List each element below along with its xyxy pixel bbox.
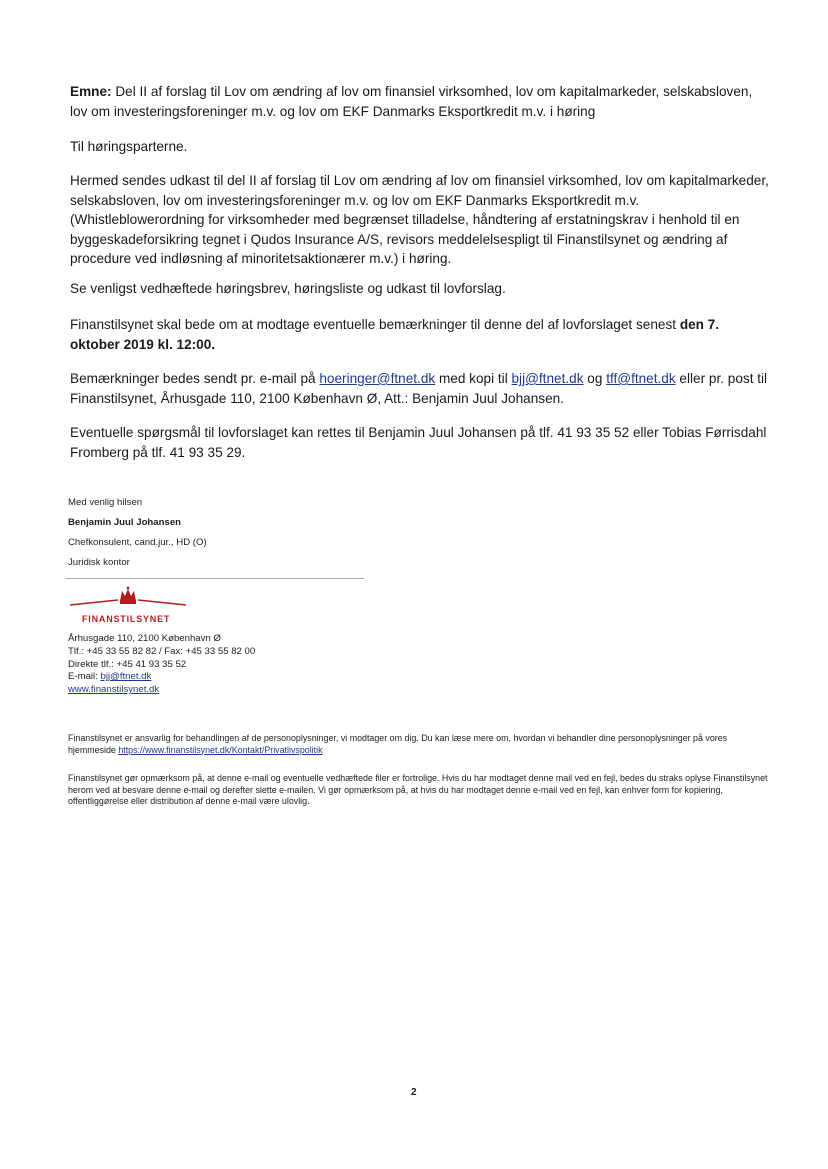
submission-text-b: med kopi til <box>435 371 512 386</box>
website-link[interactable]: www.finanstilsynet.dk <box>68 684 160 696</box>
signature-greeting: Med venlig hilsen <box>68 497 143 508</box>
paragraph-intro-text: Hermed sendes udkast til del II af forslag til Lov om ændring af lov om finansiel virksomhed, lov om kapitalmarkeder, selskabsloven, lov om investeringsforeninger m.v. og lov om EKF Danmarks Eksportkredit m.v. (Whistleblowerordning for virksomheder med begrænset tilladelse, håndtering af erstatningskrav i henhold til en byggeskadeforsikring tegnet i Qudos Insurance A/S, revisors meddelelsespligt til Finanstilsynet og ændring af procedure ved indløsning af minoritetsaktionærer m.v.) i høring. <box>70 173 769 266</box>
contact-email-line <box>68 671 255 684</box>
subject-text: Del II af forslag til Lov om ændring af lov om finansiel virksomhed, lov om kapitalmarkeder, selskabsloven, lov om investeringsforeninger m.v. og lov om EKF Danmarks Eksportkredit m.v. i høring <box>70 84 753 119</box>
paragraph-intro <box>70 171 770 269</box>
paragraph-submission-text <box>70 369 770 408</box>
contact-website-line <box>68 684 255 697</box>
hoeringer-email-link[interactable]: hoeringer@ftnet.dk <box>319 371 436 386</box>
confidentiality-text: Finanstilsynet gør opmærksom på, at denne e-mail og eventuelle vedhæftede filer er fortrolige. Hvis du har modtaget denne mail ved en fejl, bedes du straks oplyse Finanstilsynet herom ved at besvare denne e-mail og derefter slette e-mailen. Vi gør opmærksom på, at hvis du har modtaget denne e-mail ved en fejl, kan enhver form for kopiering, offentliggørelse eller distribution af denne e-mail være ulovlig. <box>68 773 768 806</box>
page-number: 2 <box>411 1087 417 1098</box>
privacy-notice <box>68 733 768 756</box>
signature-department: Juridisk kontor <box>68 557 130 568</box>
paragraph-questions-text: Eventuelle spørgsmål til lovforslaget kan rettes til Benjamin Juul Johansen på tlf. 41 93 35 52 eller Tobias Førrisdahl Fromberg på tlf. 41 93 35 29. <box>70 425 767 460</box>
privacy-notice-text <box>68 733 768 756</box>
logo-wordmark: FINANSTILSYNET <box>82 614 171 624</box>
salutation-text: Til høringsparterne. <box>70 139 188 154</box>
paragraph-submission <box>70 369 770 408</box>
contact-block <box>68 633 255 697</box>
contact-direct: Direkte tlf.: +45 41 93 35 52 <box>68 658 187 670</box>
paragraph-deadline <box>70 315 770 354</box>
tff-email-link[interactable]: tff@ftnet.dk <box>606 371 676 386</box>
submission-text-a: Bemærkninger bedes sendt pr. e-mail på <box>70 371 320 386</box>
paragraph-attachments-text: Se venligst vedhæftede høringsbrev, høringsliste og udkast til lovforslag. <box>70 281 506 296</box>
bjj-email-link[interactable]: bjj@ftnet.dk <box>511 371 584 386</box>
signature-divider <box>66 578 364 579</box>
confidentiality-notice <box>68 773 768 808</box>
subject-label: Emne: <box>70 84 112 99</box>
privacy-text: Finanstilsynet er ansvarlig for behandlingen af de personoplysninger, vi modtager om dig. Du kan læse mere om, hvordan vi behandler dine personoplysninger på vores hjemmeside <box>68 733 728 755</box>
submission-text-c: og <box>583 371 607 386</box>
contact-address: Århusgade 110, 2100 København Ø <box>68 633 221 644</box>
subject-block <box>70 82 770 121</box>
paragraph-deadline-text <box>70 315 770 354</box>
contact-email-link[interactable]: bjj@ftnet.dk <box>100 671 152 683</box>
subject-line <box>70 82 770 121</box>
deadline-date: den 7. oktober 2019 kl. 12:00. <box>70 317 720 352</box>
privacy-policy-link[interactable]: https://www.finanstilsynet.dk/Kontakt/Privatlivspolitik <box>118 744 323 755</box>
contact-phone-fax: Tlf.: +45 33 55 82 82 / Fax: +45 33 55 82 00 <box>68 645 256 657</box>
signature-name: Benjamin Juul Johansen <box>68 517 182 528</box>
signature-block <box>68 496 207 570</box>
submission-text-d: eller pr. post til Finanstilsynet, Århusgade 110, 2100 København Ø, Att.: Benjamin Juul Johansen. <box>70 371 768 406</box>
salutation <box>70 137 770 157</box>
paragraph-attachments <box>70 279 770 299</box>
signature-title: Chefkonsulent, cand.jur., HD (O) <box>68 537 207 548</box>
deadline-text: Finanstilsynet skal bede om at modtage eventuelle bemærkninger til denne del af lovforslaget senest <box>70 317 680 332</box>
paragraph-questions <box>70 423 770 462</box>
contact-email-label: E-mail: <box>68 671 101 683</box>
